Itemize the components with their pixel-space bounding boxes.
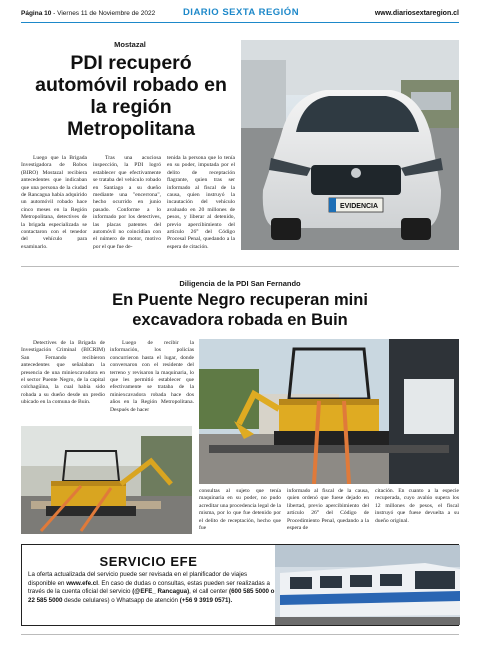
article1-column-2 <box>93 155 161 251</box>
efe-social-handle: (@EFE_ Rancagua) <box>132 588 190 596</box>
efe-text: , el call center <box>189 588 230 596</box>
article2-column-3 <box>199 488 281 532</box>
article2-column-4 <box>287 488 369 532</box>
article2-column-1 <box>21 340 105 407</box>
efe-notice-box <box>21 544 459 626</box>
excavator-illustration-1 <box>21 426 192 534</box>
train-illustration <box>275 545 460 625</box>
efe-text: La oferta actualizada del servicio puede ser revisada en el planificador de viajes disponible en <box>28 571 248 587</box>
page-number: Página 10 <box>21 10 52 17</box>
article2-paragraph: consultas al sujeto que tenía maquinaria en su poder, no pudo acreditar una procedencia legal de la misma, por lo que fue detenido por el delito de receptación, hecho que fue <box>199 488 281 532</box>
page-header <box>21 6 459 22</box>
website-url[interactable]: www.diariosextaregion.cl <box>374 10 459 17</box>
article2-paragraph: Luego de recibir la información, los policías concurrieron hasta el lugar, donde conversaron con el residente del terreno y revisaron la maquinaria, lo que les permitió establecer que efectivamente se trataba de la miniexcavadora robada hace dos años en la Región Metropolitana. Después de hacer <box>110 340 194 413</box>
article2-title: En Puente Negro recuperan mini excavadora robada en Buin <box>112 291 368 329</box>
article1-kicker: Mostazal <box>114 40 146 49</box>
efe-call-center: (600 585 5000 o 22 585 5000 <box>28 588 275 605</box>
article2-column-5 <box>375 488 459 525</box>
car-photo <box>241 40 459 250</box>
article1-title: PDI recuperó automóvil robado en la región Metropolitana <box>35 52 227 140</box>
masthead: DIARIO SEXTA REGIÓN <box>182 7 300 18</box>
excavator-photo-2 <box>199 339 459 484</box>
article1-paragraph: Luego que la Brigada Investigadora de Robos (BIRO) Mostazal recibiera antecedentes que indicaban que una persona de la ciudad de Rancagua había adquirido un automóvil robado hace cinco meses en la Región Metropolitana, detectives de la brigada especializada se contactaron con el tenedor del vehículo para examinarlo. <box>21 155 87 250</box>
article1-paragraph: tenida la persona que lo tenía en su poder, imputada por el delito de receptación flagrante, quien tras ser informado al fiscal de la causa, quien instruyó la incautación del vehículo avaluado en 20 millones de pesos, y liberar al detenido, previo apercibimiento del artículo 26° del Código Procesal Penal, quedando a la espera de citación. <box>167 155 235 250</box>
train-photo <box>275 545 460 625</box>
header-rule <box>21 22 459 23</box>
footer-rule <box>21 634 459 635</box>
excavator-illustration-2 <box>199 339 459 484</box>
article1-column-1 <box>21 155 87 251</box>
issue-date: - Viernes 11 de Noviembre de 2022 <box>51 10 156 17</box>
efe-title: SERVICIO EFE <box>99 554 198 569</box>
article2-paragraph: citación. En cuanto a la especie recuperada, cuyo avalúo supera los 12 millones de pesos, el fiscal instruyó que fuese devuelta a su dueño original. <box>375 488 459 524</box>
article1-paragraph: Tras una acuciosa inspección, la PDI logró establecer que efectivamente se trataba del vehículo robado en Santiago a su dueño mediante una "encerrona", hecho ocurrido en junio pasado. Conforme a lo informado por los detectives, las placas patentes del automóvil no coincidían con el número de motor, motivo por el que fue de- <box>93 155 161 250</box>
evidence-plate-label: EVIDENCIA <box>339 203 379 210</box>
page-date-line <box>21 10 155 17</box>
efe-body <box>28 571 275 606</box>
article1-column-3 <box>167 155 235 251</box>
article2-paragraph: Detectives de la Brigada de Investigación Criminal (BICRIM) San Fernando recibieron antecedentes que señalaban la presencia de una miniexcavadora en el sector Puente Negro, de la capital colchagüina, la cual había sido robada a su dueño desde un predio ubicado en la comuna de Buin. <box>21 340 105 406</box>
article2-kicker: Diligencia de la PDI San Fernando <box>179 279 301 288</box>
car-illustration <box>241 40 459 250</box>
efe-text: desde celulares) o Whatsapp de atención <box>62 597 180 605</box>
excavator-photo-1 <box>21 426 192 534</box>
efe-website-link[interactable]: www.efe.cl <box>66 579 98 587</box>
efe-text: . En caso de dudas o consultas, estas pueden ser realizadas a través de la cuenta oficial del servicio <box>28 579 270 596</box>
article-separator <box>21 266 459 267</box>
article2-column-2 <box>110 340 194 414</box>
article2-paragraph: informado al fiscal de la causa, quien ordenó que fuese dejado en libertad, previo apercibimiento del artículo 26° del Código de Procedimiento Penal, quedando a la espera de <box>287 488 369 532</box>
efe-whatsapp: (+56 9 3919 0571). <box>179 597 233 605</box>
